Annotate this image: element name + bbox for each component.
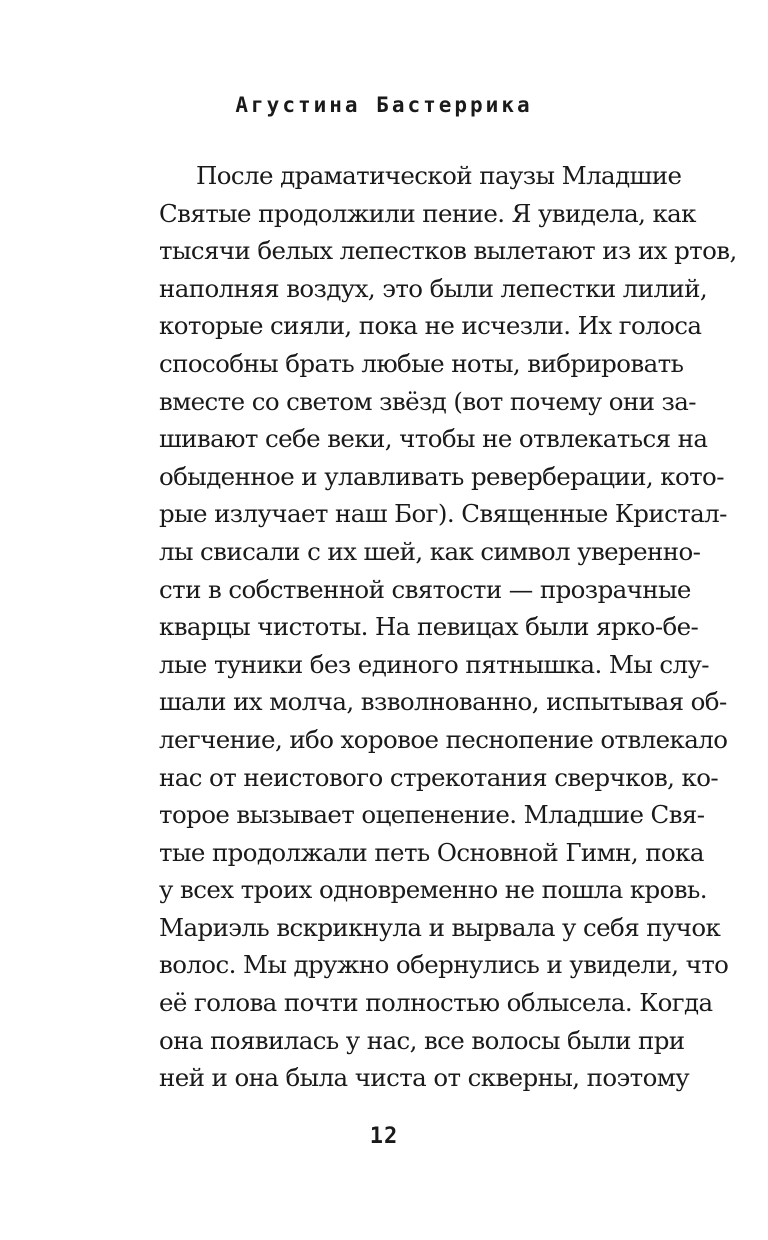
text-line: обыденное и улавливать реверберации, кото-	[159, 461, 724, 491]
text-line: лые туники без единого пятнышка. Мы слу-	[159, 649, 709, 679]
text-line: у всех троих одновременно не пошла кровь.	[159, 875, 707, 905]
text-line: лы свисали с их шей, как символ уверенно-	[159, 536, 701, 566]
text-line: способны брать любые ноты, вибрировать	[159, 348, 684, 378]
text-line: её голова почти полностью облысела. Когда	[159, 988, 713, 1018]
body-text	[159, 157, 737, 1097]
running-header-author: Агустина Бастеррика	[235, 93, 533, 117]
text-line: После драматической паузы Младшие	[196, 161, 682, 190]
text-line: тысячи белых лепестков вылетают из их ртов,	[159, 236, 737, 266]
text-line: торое вызывает оцепенение. Младшие Свя-	[159, 800, 705, 830]
text-line: нас от неистового стрекотания сверчков, ко-	[159, 762, 719, 792]
text-line: она появилась у нас, все волосы были при	[159, 1025, 685, 1055]
text-line: сти в собственной святости — прозрачные	[159, 574, 691, 604]
text-line: легчение, ибо хоровое песнопение отвлекало	[159, 724, 728, 754]
text-line: Мариэль вскрикнула и вырвала у себя пучок	[159, 912, 721, 942]
text-line: ней и она была чиста от скверны, поэтому	[159, 1063, 690, 1093]
text-line: рые излучает наш Бог). Священные Кристал-	[159, 499, 727, 529]
text-line: Святые продолжили пение. Я увидела, как	[159, 198, 696, 228]
text-line: кварцы чистоты. На певицах были ярко-бе-	[159, 612, 699, 642]
text-line: тые продолжали петь Основной Гимн, пока	[159, 837, 704, 867]
text-line: шивают себе веки, чтобы не отвлекаться на	[159, 424, 708, 454]
text-line: наполняя воздух, это были лепестки лилий,	[159, 273, 708, 303]
text-line: волос. Мы дружно обернулись и увидели, что	[159, 950, 729, 980]
text-line: вместе со светом звёзд (вот почему они за-	[159, 386, 696, 416]
text-line: шали их молча, взволнованно, испытывая об-	[159, 687, 727, 717]
text-line: которые сияли, пока не исчезли. Их голоса	[159, 311, 702, 341]
page-number: 12	[369, 1124, 399, 1149]
